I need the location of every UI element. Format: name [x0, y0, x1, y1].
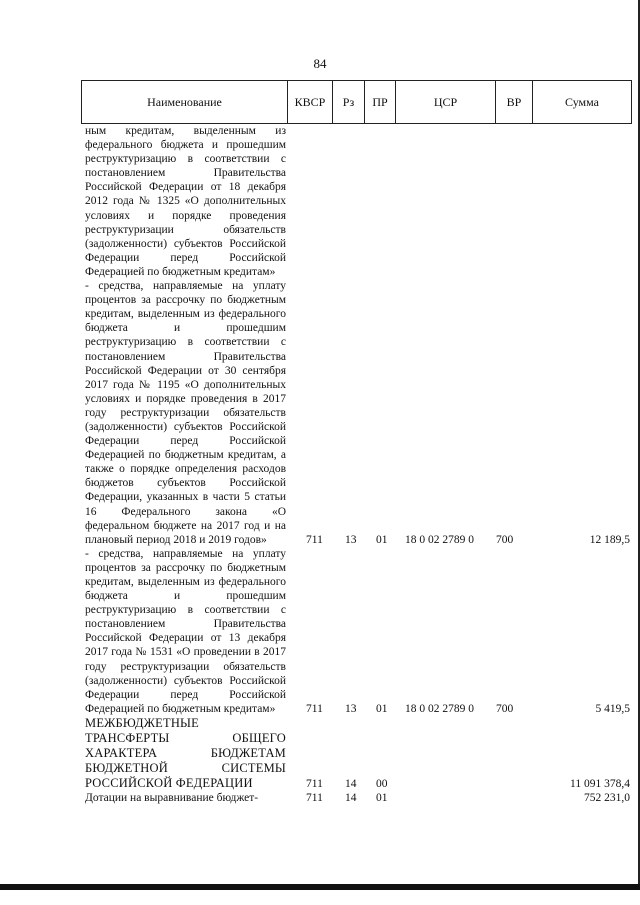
table-row [85, 547, 632, 716]
row-vr: 700 [496, 533, 514, 546]
row-name: - средства, направляемые на уплату процентов за рассрочку по бюджетным кредитам, выделенным из федерального бюджета и прошедшим реструктуризацию в соответствии с постановлением Правительства Российской Федерации от 30 сентября 2017 года № 1195 «О дополнительных условиях и порядке проведения в 2017 году реструктуризации обязательств (задолженности) субъектов Российской Федерации перед Российской Федерацией по бюджетным кредитам, а также о порядке определения расходов бюджетов субъектов Российской Федерации, указанных в части 5 статьи 16 Федерального закона «О федеральном бюджете на 2017 год и на плановый период 2018 и 2019 годов» [85, 280, 286, 546]
row-name: МЕЖБЮДЖЕТНЫЕ ТРАНСФЕРТЫ ОБЩЕГО ХАРАКТЕРА БЮДЖЕТАМ БЮДЖЕТНОЙ СИСТЕМЫ РОССИЙСКОЙ ФЕДЕРАЦИИ [85, 715, 286, 790]
table-body [85, 124, 632, 805]
row-pr: 00 [376, 777, 388, 790]
row-kvsr: 711 [306, 533, 323, 546]
table-row [85, 791, 632, 805]
row-name: Дотации на выравнивание бюджет- [85, 791, 259, 804]
row-pr: 01 [376, 702, 388, 715]
scan-border [0, 884, 640, 890]
header-kvsr: КВСР [288, 81, 333, 123]
table-row [85, 279, 632, 547]
row-name: - средства, направляемые на уплату процентов за рассрочку по бюджетным кредитам, выделенным из федерального бюджета и прошедшим реструктуризацию в соответствии с постановлением Правительства Российской Федерации от 13 декабря 2017 года № 1531 «О проведении в 2017 году реструктуризации обязательств (задолженности) субъектов Российской Федерации перед Российской Федерацией по бюджетным кредитам» [85, 547, 286, 715]
header-vr: ВР [496, 81, 533, 123]
header-pr: ПР [365, 81, 396, 123]
page-number: 84 [313, 56, 327, 71]
row-kvsr: 711 [306, 777, 323, 790]
row-sum: 12 189,5 [589, 533, 630, 546]
header-sum: Сумма [565, 94, 599, 109]
row-csr: 18 0 02 2789 0 [405, 533, 474, 546]
row-rz: 13 [345, 533, 357, 546]
row-sum: 752 231,0 [584, 791, 630, 804]
row-sum: 11 091 378,4 [570, 777, 630, 790]
row-vr: 700 [496, 702, 514, 715]
row-rz: 14 [345, 791, 357, 804]
row-sum: 5 419,5 [595, 702, 630, 715]
row-pr: 01 [376, 791, 388, 804]
row-name: ным кредитам, выделенным из федерального бюджета и прошедшим реструктуризацию в соответствии с постановлением Правительства Российской Федерации от 18 декабря 2012 года № 1325 «О дополнительных условиях и порядке проведения реструктуризации обязательств (задолженности) субъектов Российской Федерации перед Российской Федерацией по бюджетным кредитам» [85, 125, 286, 278]
table-row [85, 716, 632, 791]
row-kvsr: 711 [306, 791, 323, 804]
row-pr: 01 [376, 533, 388, 546]
row-csr: 18 0 02 2789 0 [405, 702, 474, 715]
header-csr: ЦСР [396, 81, 496, 123]
row-rz: 13 [345, 702, 357, 715]
header-rz: Рз [333, 81, 365, 123]
table-row [85, 124, 632, 279]
row-rz: 14 [345, 777, 357, 790]
row-kvsr: 711 [306, 702, 323, 715]
header-name: Наименование [82, 81, 288, 123]
table-header [81, 80, 632, 124]
